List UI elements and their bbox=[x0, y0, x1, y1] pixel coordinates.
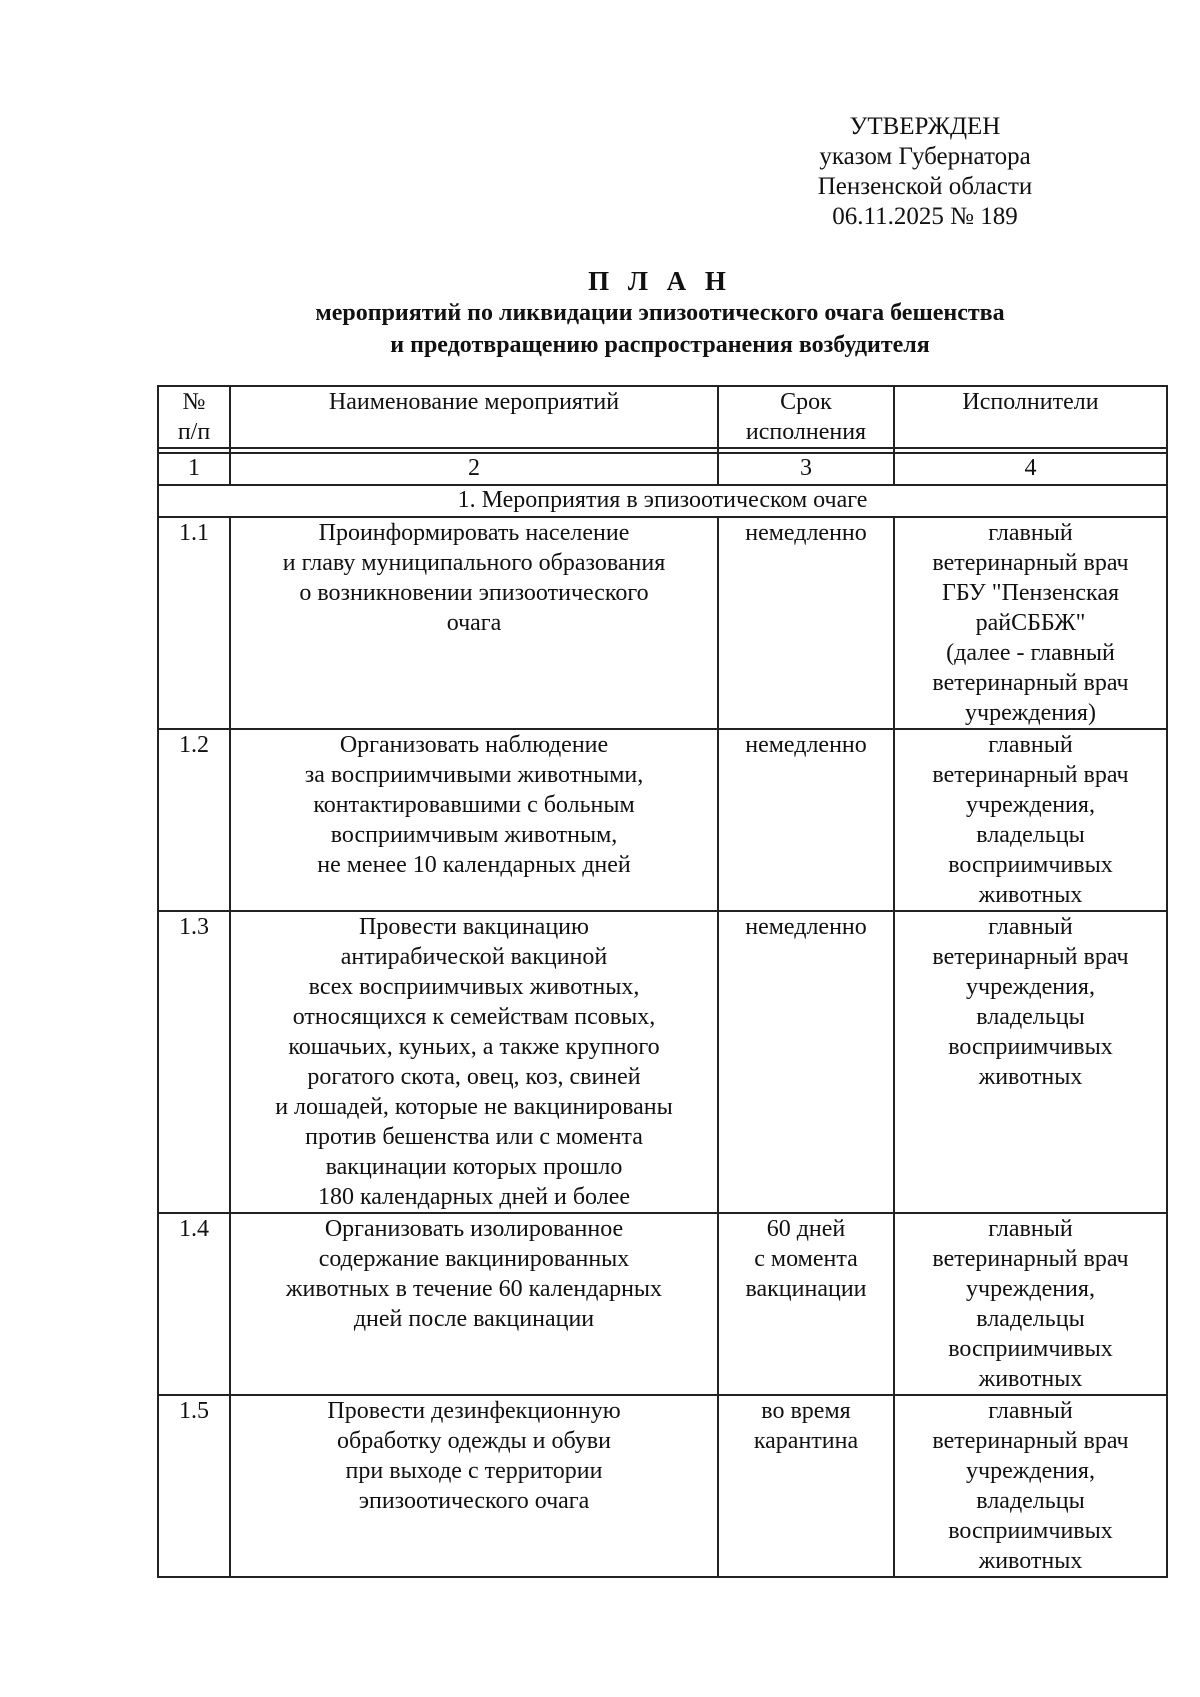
row-name-cell bbox=[230, 1395, 718, 1577]
section-row bbox=[158, 485, 1167, 517]
cell-line: 60 дней bbox=[766, 1216, 846, 1242]
row-number-cell: 1.5 bbox=[158, 1395, 230, 1577]
table-row bbox=[158, 729, 1167, 911]
row-number-cell: 1.3 bbox=[158, 911, 230, 1213]
row-executor-cell bbox=[894, 729, 1167, 911]
header-cell-number: № п/п bbox=[158, 386, 230, 448]
approval-stamp bbox=[780, 112, 1070, 232]
row-term-cell bbox=[718, 1213, 894, 1395]
column-number-cell: 1 bbox=[158, 453, 230, 485]
cell-line: Провести дезинфекционную bbox=[327, 1398, 621, 1424]
row-executor-cell bbox=[894, 1213, 1167, 1395]
cell-line: контактировавшими с больным bbox=[313, 792, 635, 818]
row-executor-cell bbox=[894, 911, 1167, 1213]
row-name-cell bbox=[230, 729, 718, 911]
table-row bbox=[158, 1213, 1167, 1395]
header-cell-term: Срок исполнения bbox=[718, 386, 894, 448]
cell-line: против бешенства или с момента bbox=[305, 1124, 643, 1150]
row-executor-cell bbox=[894, 1395, 1167, 1577]
approval-line: Пензенской области bbox=[817, 173, 1033, 200]
row-name-cell bbox=[230, 1213, 718, 1395]
cell-line: кошачьих, куньих, а также крупного bbox=[288, 1034, 660, 1060]
cell-line: главный bbox=[988, 914, 1073, 940]
title-main: П Л А Н bbox=[588, 266, 732, 296]
cell-line: при выходе с территории bbox=[345, 1458, 603, 1484]
cell-line: учреждения) bbox=[965, 700, 1096, 726]
plan-table-body bbox=[158, 386, 1167, 1577]
cell-line: восприимчивым животным, bbox=[330, 822, 618, 848]
cell-line: райСББЖ" bbox=[975, 610, 1086, 636]
cell-line: главный bbox=[988, 520, 1073, 546]
table-header-row bbox=[158, 386, 1167, 448]
cell-line: дней после вакцинации bbox=[353, 1306, 595, 1332]
cell-line: главный bbox=[988, 732, 1073, 758]
cell-line: ветеринарный врач bbox=[932, 1428, 1129, 1454]
cell-line: немедленно bbox=[745, 914, 867, 940]
column-number-cell: 4 bbox=[894, 453, 1167, 485]
cell-line: восприимчивых bbox=[948, 852, 1113, 878]
row-number-cell: 1.4 bbox=[158, 1213, 230, 1395]
cell-line: 180 календарных дней и более bbox=[317, 1184, 631, 1210]
cell-line: немедленно bbox=[745, 732, 867, 758]
cell-line: Проинформировать население bbox=[318, 520, 630, 546]
table-row bbox=[158, 911, 1167, 1213]
row-term-cell bbox=[718, 911, 894, 1213]
cell-line: относящихся к семействам псовых, bbox=[292, 1004, 656, 1030]
cell-line: с момента bbox=[754, 1246, 858, 1272]
cell-line: ГБУ "Пензенская bbox=[941, 580, 1120, 606]
cell-line: ветеринарный врач bbox=[932, 1246, 1129, 1272]
row-executor-cell bbox=[894, 517, 1167, 729]
approval-line: 06.11.2025 № 189 bbox=[832, 203, 1018, 230]
row-name-cell bbox=[230, 517, 718, 729]
cell-line: рогатого скота, овец, коз, свиней bbox=[307, 1064, 641, 1090]
row-name-cell bbox=[230, 911, 718, 1213]
row-number-cell: 1.2 bbox=[158, 729, 230, 911]
cell-line: животных в течение 60 календарных bbox=[285, 1276, 663, 1302]
cell-line: обработку одежды и обуви bbox=[337, 1428, 611, 1454]
plan-table bbox=[157, 385, 1168, 1578]
title-subtitle-line: мероприятий по ликвидации эпизоотического очага бешенства bbox=[315, 300, 1005, 326]
cell-line: эпизоотического очага bbox=[358, 1488, 590, 1514]
cell-line: и лошадей, которые не вакцинированы bbox=[275, 1094, 673, 1120]
cell-line: ветеринарный врач bbox=[932, 670, 1129, 696]
cell-line: очага bbox=[446, 610, 502, 636]
cell-line: о возникновении эпизоотического bbox=[299, 580, 649, 606]
cell-line: всех восприимчивых животных, bbox=[308, 974, 640, 1000]
cell-line: Провести вакцинацию bbox=[359, 914, 589, 940]
section-title: 1. Мероприятия в эпизоотическом очаге bbox=[158, 485, 1167, 517]
table-row bbox=[158, 517, 1167, 729]
column-number-cell: 2 bbox=[230, 453, 718, 485]
cell-line: животных bbox=[978, 1366, 1083, 1392]
cell-line: карантина bbox=[753, 1428, 859, 1454]
cell-line: немедленно bbox=[745, 520, 867, 546]
header-cell-name: Наименование мероприятий bbox=[230, 386, 718, 448]
document-title bbox=[150, 265, 1170, 361]
cell-line: владельцы bbox=[976, 1488, 1085, 1514]
cell-line: учреждения, bbox=[966, 974, 1095, 1000]
row-term-cell bbox=[718, 1395, 894, 1577]
table-row bbox=[158, 1395, 1167, 1577]
cell-line: Организовать изолированное bbox=[324, 1216, 624, 1242]
cell-line: владельцы bbox=[976, 822, 1085, 848]
column-number-cell: 3 bbox=[718, 453, 894, 485]
cell-line: главный bbox=[988, 1216, 1073, 1242]
cell-line: ветеринарный врач bbox=[932, 944, 1129, 970]
cell-line: не менее 10 календарных дней bbox=[317, 852, 631, 878]
row-term-cell bbox=[718, 729, 894, 911]
cell-line: во время bbox=[761, 1398, 851, 1424]
cell-line: ветеринарный врач bbox=[932, 762, 1129, 788]
header-cell-executors: Исполнители bbox=[894, 386, 1167, 448]
cell-line: антирабической вакциной bbox=[340, 944, 608, 970]
cell-line: Организовать наблюдение bbox=[339, 732, 609, 758]
cell-line: восприимчивых bbox=[948, 1336, 1113, 1362]
cell-line: восприимчивых bbox=[948, 1518, 1113, 1544]
cell-line: животных bbox=[978, 1548, 1083, 1574]
cell-line: вакцинации которых прошло bbox=[325, 1154, 623, 1180]
column-number-row bbox=[158, 453, 1167, 485]
cell-line: учреждения, bbox=[966, 1276, 1095, 1302]
row-number-cell: 1.1 bbox=[158, 517, 230, 729]
cell-line: и главу муниципального образования bbox=[282, 550, 666, 576]
title-subtitle-line: и предотвращению распространения возбудителя bbox=[390, 332, 930, 358]
cell-line: (далее - главный bbox=[946, 640, 1115, 666]
cell-line: учреждения, bbox=[966, 792, 1095, 818]
approval-line: УТВЕРЖДЕН bbox=[849, 113, 1001, 140]
cell-line: содержание вакцинированных bbox=[318, 1246, 630, 1272]
cell-line: владельцы bbox=[976, 1004, 1085, 1030]
cell-line: животных bbox=[978, 1064, 1083, 1090]
approval-line: указом Губернатора bbox=[819, 143, 1031, 170]
cell-line: животных bbox=[978, 882, 1083, 908]
cell-line: учреждения, bbox=[966, 1458, 1095, 1484]
cell-line: за восприимчивыми животными, bbox=[304, 762, 644, 788]
row-term-cell bbox=[718, 517, 894, 729]
cell-line: восприимчивых bbox=[948, 1034, 1113, 1060]
cell-line: владельцы bbox=[976, 1306, 1085, 1332]
cell-line: ветеринарный врач bbox=[932, 550, 1129, 576]
cell-line: главный bbox=[988, 1398, 1073, 1424]
cell-line: вакцинации bbox=[745, 1276, 867, 1302]
